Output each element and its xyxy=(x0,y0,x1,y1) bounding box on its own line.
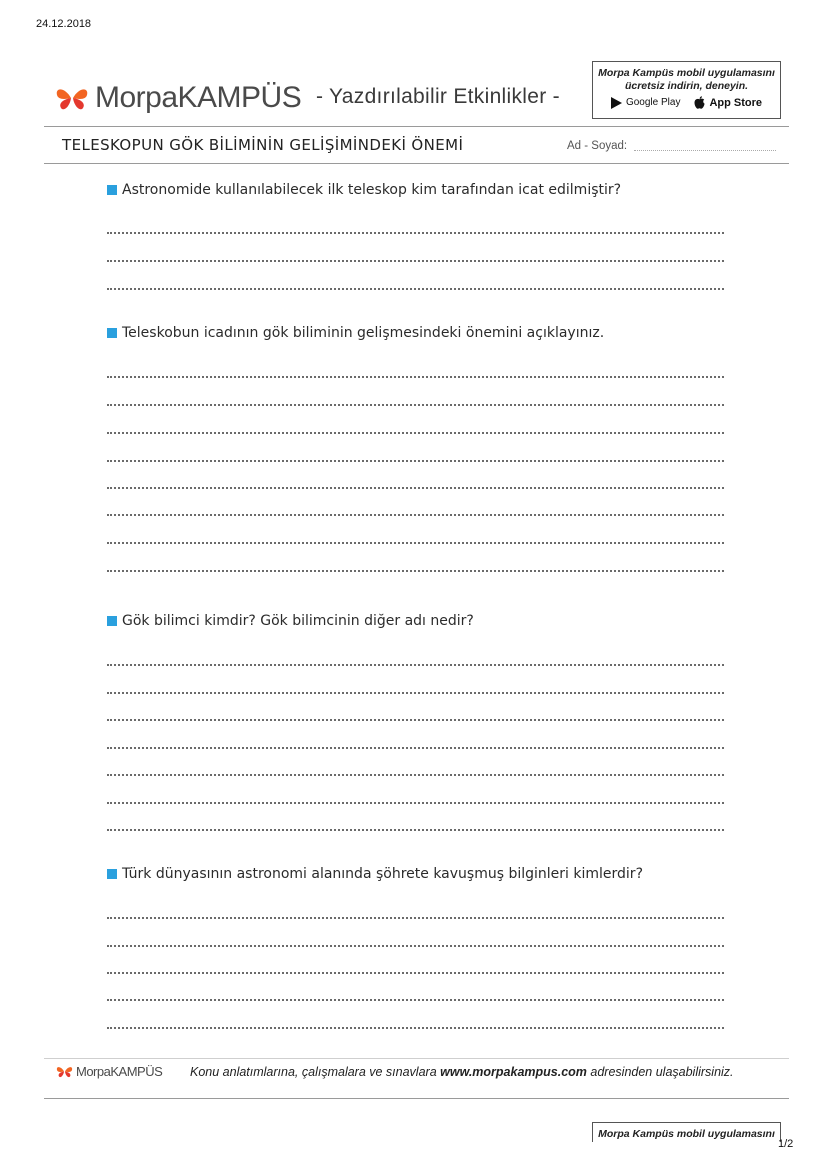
footer-top-divider xyxy=(44,1058,789,1059)
next-page-app-box xyxy=(592,1122,781,1142)
answer-line[interactable] xyxy=(107,917,724,919)
google-play-badge[interactable] xyxy=(611,97,680,109)
footer-logo xyxy=(56,1064,162,1079)
answer-line[interactable] xyxy=(107,972,724,974)
question-text: Gök bilimci kimdir? Gök bilimcinin diğer adı nedir? xyxy=(122,613,474,629)
print-date: 24.12.2018 xyxy=(36,18,92,30)
answer-line[interactable] xyxy=(107,376,724,378)
app-store-badge[interactable] xyxy=(694,96,762,109)
morpakampus-logo xyxy=(55,80,301,116)
question-3 xyxy=(107,613,474,629)
answer-line[interactable] xyxy=(107,774,724,776)
question-text: Teleskobun icadının gök biliminin gelişmesindeki önemini açıklayınız. xyxy=(122,325,605,341)
header-subtitle: - Yazdırılabilir Etkinlikler - xyxy=(316,85,560,108)
square-bullet-icon xyxy=(107,616,117,626)
answer-line[interactable] xyxy=(107,260,724,262)
play-icon xyxy=(611,97,622,109)
answer-line[interactable] xyxy=(107,945,724,947)
app-download-box xyxy=(592,61,781,119)
question-1 xyxy=(107,182,621,198)
question-2 xyxy=(107,325,604,341)
title-divider xyxy=(44,163,789,164)
page-title: TELESKOPUN GÖK BİLİMİNİN GELİŞİMİNDEKİ ÖNEMİ xyxy=(62,136,464,154)
page-number: 1/2 xyxy=(778,1138,794,1150)
name-label: Ad - Soyad: xyxy=(567,140,628,152)
butterfly-logo-icon xyxy=(55,85,89,111)
answer-line[interactable] xyxy=(107,692,724,694)
footer-text-before: Konu anlatımlarına, çalışmalara ve sınavlara xyxy=(190,1065,441,1079)
answer-line[interactable] xyxy=(107,432,724,434)
answer-line[interactable] xyxy=(107,404,724,406)
square-bullet-icon xyxy=(107,869,117,879)
footer-note xyxy=(190,1065,734,1079)
answer-line[interactable] xyxy=(107,232,724,234)
app-store-label: App Store xyxy=(709,96,763,109)
footer-url-link[interactable]: www.morpakampus.com xyxy=(440,1065,587,1079)
apple-icon xyxy=(694,96,705,109)
answer-line[interactable] xyxy=(107,802,724,804)
answer-line[interactable] xyxy=(107,664,724,666)
answer-line[interactable] xyxy=(107,514,724,516)
logo-text: MorpaKAMPÜS xyxy=(95,81,302,114)
header-divider xyxy=(44,126,789,127)
app-box-line-1: Morpa Kampüs mobil uygulamasını xyxy=(598,67,775,79)
google-play-label: Google Play xyxy=(625,97,681,108)
answer-line[interactable] xyxy=(107,288,724,290)
answer-line[interactable] xyxy=(107,999,724,1001)
question-text: Türk dünyasının astronomi alanında şöhrete kavuşmuş bilginleri kimlerdir? xyxy=(122,866,643,882)
square-bullet-icon xyxy=(107,328,117,338)
answer-line[interactable] xyxy=(107,719,724,721)
footer-logo-text: MorpaKAMPÜS xyxy=(76,1064,163,1079)
footer-text-after: adresinden ulaşabilirsiniz. xyxy=(586,1065,734,1079)
name-field[interactable] xyxy=(634,150,776,151)
square-bullet-icon xyxy=(107,185,117,195)
cut-box-text: Morpa Kampüs mobil uygulamasını xyxy=(598,1128,775,1140)
butterfly-logo-icon xyxy=(56,1065,73,1078)
question-text: Astronomide kullanılabilecek ilk teleskop kim tarafından icat edilmiştir? xyxy=(122,182,622,198)
answer-line[interactable] xyxy=(107,1027,724,1029)
answer-line[interactable] xyxy=(107,747,724,749)
answer-line[interactable] xyxy=(107,460,724,462)
app-box-line-2: ücretsiz indirin, deneyin. xyxy=(624,80,749,92)
answer-line[interactable] xyxy=(107,542,724,544)
question-4 xyxy=(107,866,643,882)
answer-line[interactable] xyxy=(107,487,724,489)
answer-line[interactable] xyxy=(107,570,724,572)
answer-line[interactable] xyxy=(107,829,724,831)
footer-bottom-divider xyxy=(44,1098,789,1099)
